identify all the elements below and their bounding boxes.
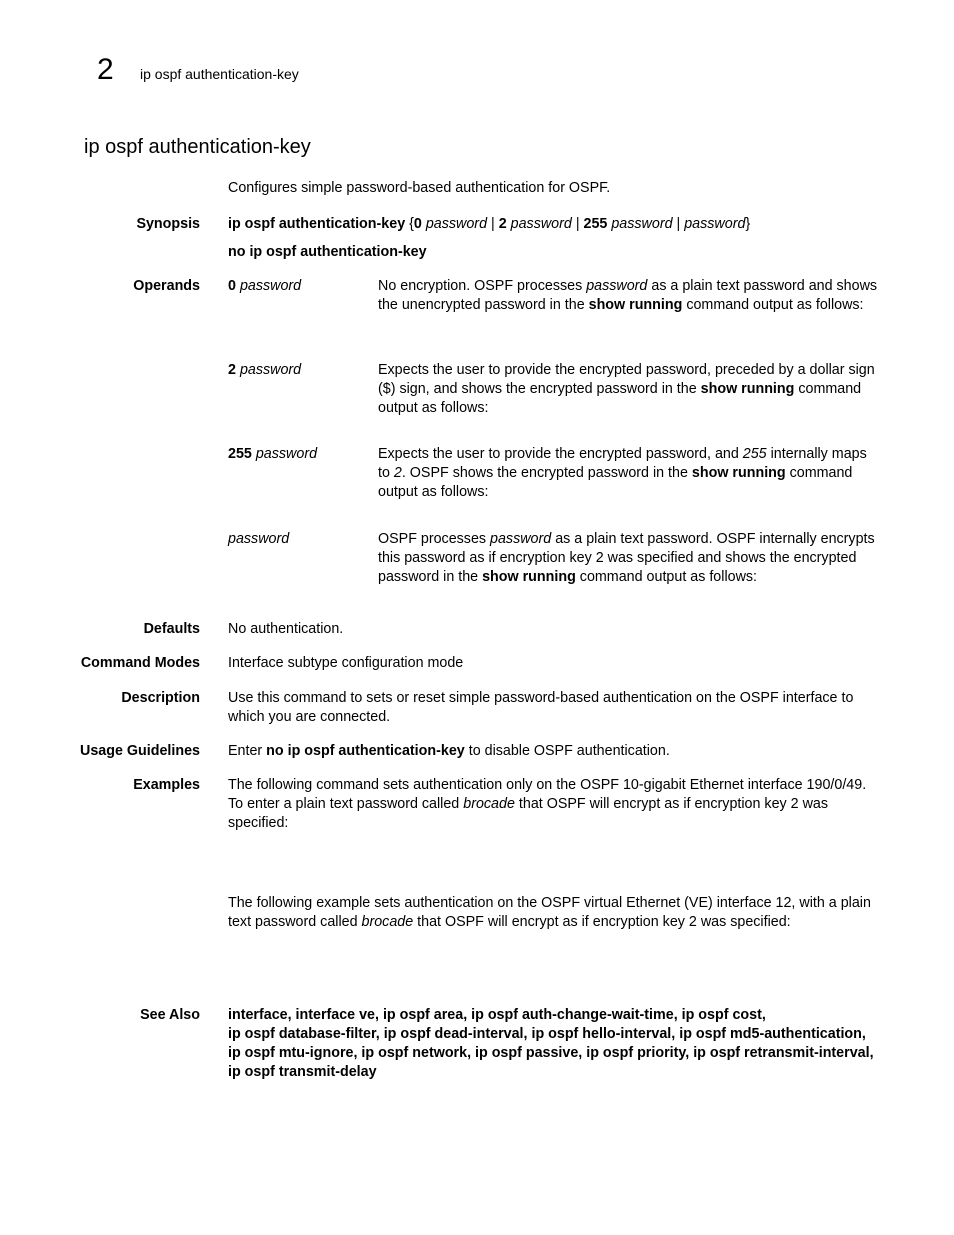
defaults-text: No authentication. [228,621,344,637]
synopsis-arg: password [611,216,673,232]
example-2-text: The following example sets authentication on the OSPF virtual Ethernet (VE) interface 12, with a plain text password called brocade that OSPF will encrypt as if encryption key 2 was specified: [228,895,871,930]
example-1-text: The following command sets authentication only on the OSPF 10-gigabit Ethernet interface 190/0/49. To enter a plain text password called brocade that OSPF will encrypt as if encryption key 2 was specified: [228,777,867,831]
synopsis-arg: password [510,216,572,232]
intro-text: Configures simple password-based authentication for OSPF. [228,180,611,196]
synopsis-sep: | [487,216,499,232]
label-command-modes: Command Modes [80,655,200,671]
label-description: Description [121,690,200,706]
label-operands: Operands [133,278,200,294]
usage-guidelines-text: Enter no ip ospf authentication-key to disable OSPF authentication. [228,743,670,759]
label-examples: Examples [133,777,200,793]
label-usage-guidelines: Usage Guidelines [80,743,200,759]
see-also-line-3[interactable]: ip ospf mtu-ignore, ip ospf network, ip ospf passive, ip ospf priority, ip ospf retransmit-interval, [228,1045,874,1061]
see-also-line-2[interactable]: ip ospf database-filter, ip ospf dead-interval, ip ospf hello-interval, ip ospf md5-authentication, [228,1026,866,1042]
operand-0-term: 0 password [228,278,302,294]
synopsis-opt-2: 2 [498,216,507,232]
label-defaults: Defaults [143,621,200,637]
synopsis-opt-0: 0 [413,216,422,232]
operand-0-description: No encryption. OSPF processes password as a plain text password and shows the unencrypted password in the show running command output as follows: [378,278,878,313]
synopsis-opt-255: 255 [583,216,608,232]
synopsis-line [228,215,878,234]
synopsis-brace-close: } [745,216,751,232]
operand-2-term: 2 password [228,362,302,378]
page-title: ip ospf authentication-key [84,136,311,158]
operand-255-term: 255 password [228,446,318,462]
command-modes-text: Interface subtype configuration mode [228,655,464,671]
synopsis-arg: password [425,216,488,232]
see-also-line-1[interactable]: interface, interface ve, ip ospf area, ip ospf auth-change-wait-time, ip ospf cost, [228,1007,766,1023]
synopsis-sep: | [571,216,584,232]
operand-2-description: Expects the user to provide the encrypted password, preceded by a dollar sign ($) sign, and shows the encrypted password in the show running command output as follows: [378,362,875,416]
label-see-also: See Also [140,1007,200,1023]
see-also-line-4[interactable]: ip ospf transmit-delay [228,1064,377,1080]
operand-password-description: OSPF processes password as a plain text password. OSPF internally encrypts this password as if encryption key 2 was specified and shows the encrypted password in the show running command output as follows: [378,531,875,585]
synopsis-no-form: no ip ospf authentication-key [228,244,427,260]
synopsis-sep: | [672,216,685,232]
description-text: Use this command to sets or reset simple password-based authentication on the OSPF interface to which you are connected. [228,690,854,725]
label-synopsis: Synopsis [136,216,200,232]
chapter-number: 2 [97,53,114,86]
operand-password-term: password [228,531,290,547]
synopsis-arg: password [684,216,746,232]
operand-255-description: Expects the user to provide the encrypted password, and 255 internally maps to 2. OSPF shows the encrypted password in the show running command output as follows: [378,446,867,500]
synopsis-command: ip ospf authentication-key [228,216,406,232]
running-title: ip ospf authentication-key [140,66,299,82]
synopsis-brace-open: { [405,216,414,232]
